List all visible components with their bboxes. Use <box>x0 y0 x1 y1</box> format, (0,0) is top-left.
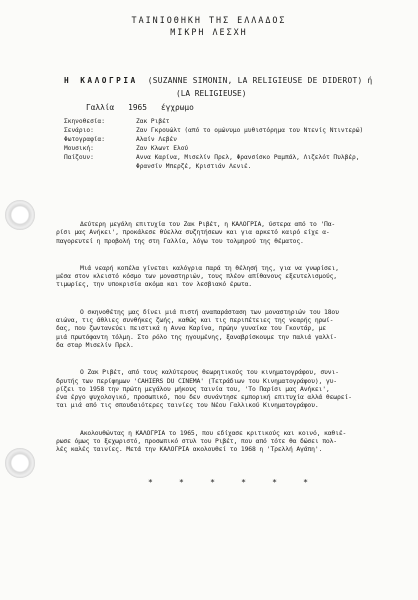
country: Γαλλία <box>86 103 115 112</box>
letterhead <box>0 14 418 38</box>
credit-row <box>64 117 363 126</box>
text-line: αιώνα, τις άθλιες συνθήκες ζωής, καθώς και τις περιπέτειες της νεαρής ηρωί- <box>56 316 334 325</box>
text-line: ρίσι μας Ανήκει', προκάλεσε θύελλα συζητήσεων και για αρκετό καιρό είχε α- <box>56 228 330 237</box>
text-line: τιμωρίες, την υποκρισία ακόμα και τον λεσβιακό έρωτα. <box>56 280 252 289</box>
text-line: ρίζει το 1958 την πρώτη μεγάλου μήκους ταινία του, 'Το Παρίσι μας Ανήκει', <box>56 384 330 393</box>
text-line: Μιά νεαρή κοπέλα γίνεται καλόγρια παρά τη θέλησή της, για να γνωρίσει, <box>80 263 339 272</box>
credit-label: Μουσική: <box>64 145 94 152</box>
star-separator: * <box>241 478 246 487</box>
credit-label: Σκηνοθεσία: <box>64 118 105 125</box>
text-line: δρυτής των περίφημων 'CAHIERS DU CINEMA' (Τετράδιων του Κινηματογράφου), γυ- <box>56 376 338 385</box>
text-line: μέσα στον κλειστό κόσμο των μοναστηριών, τους πλέον απίθανους εξευτελισμούς, <box>56 272 338 281</box>
text-line: δας, που ζωντανεύει πειστικά η Αννα Καρίνα, πρώην γυναίκα του Γκοντάρ, με <box>56 324 326 333</box>
credit-value: Ζακ Ριβέτ <box>136 118 170 125</box>
credits-list <box>64 117 363 171</box>
credit-label: Παίζουν: <box>64 154 94 161</box>
club-name: ΜΙΚΡΗ ΛΕΣΧΗ <box>170 27 248 37</box>
credit-row <box>64 144 363 153</box>
credit-value: Φρανσίν Μπερζέ, Κριστιάν Λενιέ. <box>136 163 252 170</box>
text-line: Ο Ζακ Ριβέτ, από τους καλύτερους θεωρητικούς του κινηματογράφου, συνι- <box>80 368 339 377</box>
credit-value: Αννα Καρίνα, Μισελίν Πρελ, Φρανσίσκο Ραμπάλ, Λιζελότ Πυλβέρ, <box>136 154 360 161</box>
film-title: ΚΑΛΟΓΡΙΑ <box>80 76 138 85</box>
credit-label <box>64 162 136 171</box>
credit-label: Σενάριο: <box>64 127 94 134</box>
alternate-title: (LA RELIGIEUSE) <box>176 89 247 98</box>
paragraph <box>56 264 376 289</box>
text-line: δα σταρ Μισελίν Πρελ. <box>56 340 134 349</box>
text-line: ρωσε όμως το ξεχωριστό, προσωπικό στυλ του Ριβέτ, που από τότε θα δώσει πολ- <box>56 437 338 446</box>
text-line: ται μιά από τις σπουδαιότερες ταινίες του Νέου Γαλλικού Κινηματογράφου. <box>56 401 319 410</box>
film-title-line <box>64 76 373 85</box>
credit-value: Ζαν Γκρουώλτ (από το ομώνυμο μυθιστόρημα του Ντενίς Ντιντερώ) <box>136 127 364 134</box>
punch-hole <box>5 200 35 230</box>
text-line: παγορευτεί η προβολή της στη Γαλλία, λόγω του τολμηρού της θέματος. <box>56 236 304 245</box>
punch-hole <box>5 448 35 478</box>
closing-stars <box>148 478 308 487</box>
paragraph <box>56 429 376 454</box>
synopsis <box>56 220 376 473</box>
film-info <box>86 103 208 112</box>
paragraph <box>56 220 376 245</box>
star-separator: * <box>179 478 184 487</box>
text-line: μιά πρωτόφαντη τόλμη. Στο ρόλο της ηγουμένης, ξαναβρίσκουμε την παλιά γαλλί- <box>56 332 338 341</box>
credit-row <box>64 126 363 135</box>
text-line: λές καλές ταινίες. Μετά την ΚΑΛΟΓΡΙΑ ακολουθεί το 1968 η 'Τρελλή Αγάπη'. <box>56 445 323 454</box>
original-title: (SUZANNE SIMONIN, LA RELIGIEUSE DE DIDEROT) ή <box>147 76 373 85</box>
paragraph <box>56 368 376 409</box>
organization-name: ΤΑΙΝΙΟΘΗΚΗ ΤΗΣ ΕΛΛΑΔΟΣ <box>131 15 287 25</box>
credit-label: Φωτογραφία: <box>64 136 105 143</box>
color-format: έγχρωμο <box>160 103 194 112</box>
credit-row <box>64 135 363 144</box>
text-line: Δεύτερη μεγάλη επιτυχία του Ζακ Ριβέτ, η ΚΑΛΟΓΡΙΑ, ύστερα από το 'Πα- <box>80 220 336 228</box>
star-separator: * <box>303 478 308 487</box>
paragraph <box>56 308 376 349</box>
star-separator: * <box>210 478 215 487</box>
credit-value: Ζαν Κλωντ Ελού <box>136 145 189 152</box>
year: 1965 <box>128 103 147 112</box>
text-line: ένα έργο ψυχολογικό, προσωπικό, που δεν συνάντησε εμπορική επιτυχία αλλά θεωρεί- <box>56 393 352 402</box>
text-line: Ο σκηνοθέτης μας δίνει μιά πιστή αναπαράσταση των μοναστηριών του 18ου <box>80 307 339 316</box>
credit-row <box>64 153 363 162</box>
text-line: Ακολουθώντας η ΚΑΛΟΓΡΙΑ το 1965, που εδίχασε κριτικούς και κοινό, καθιέ- <box>80 428 347 437</box>
star-separator: * <box>272 478 277 487</box>
credit-value: Αλαίν Λεβέν <box>136 136 177 143</box>
star-separator: * <box>148 478 153 487</box>
title-article: Η <box>64 76 71 85</box>
credit-row <box>64 162 363 171</box>
